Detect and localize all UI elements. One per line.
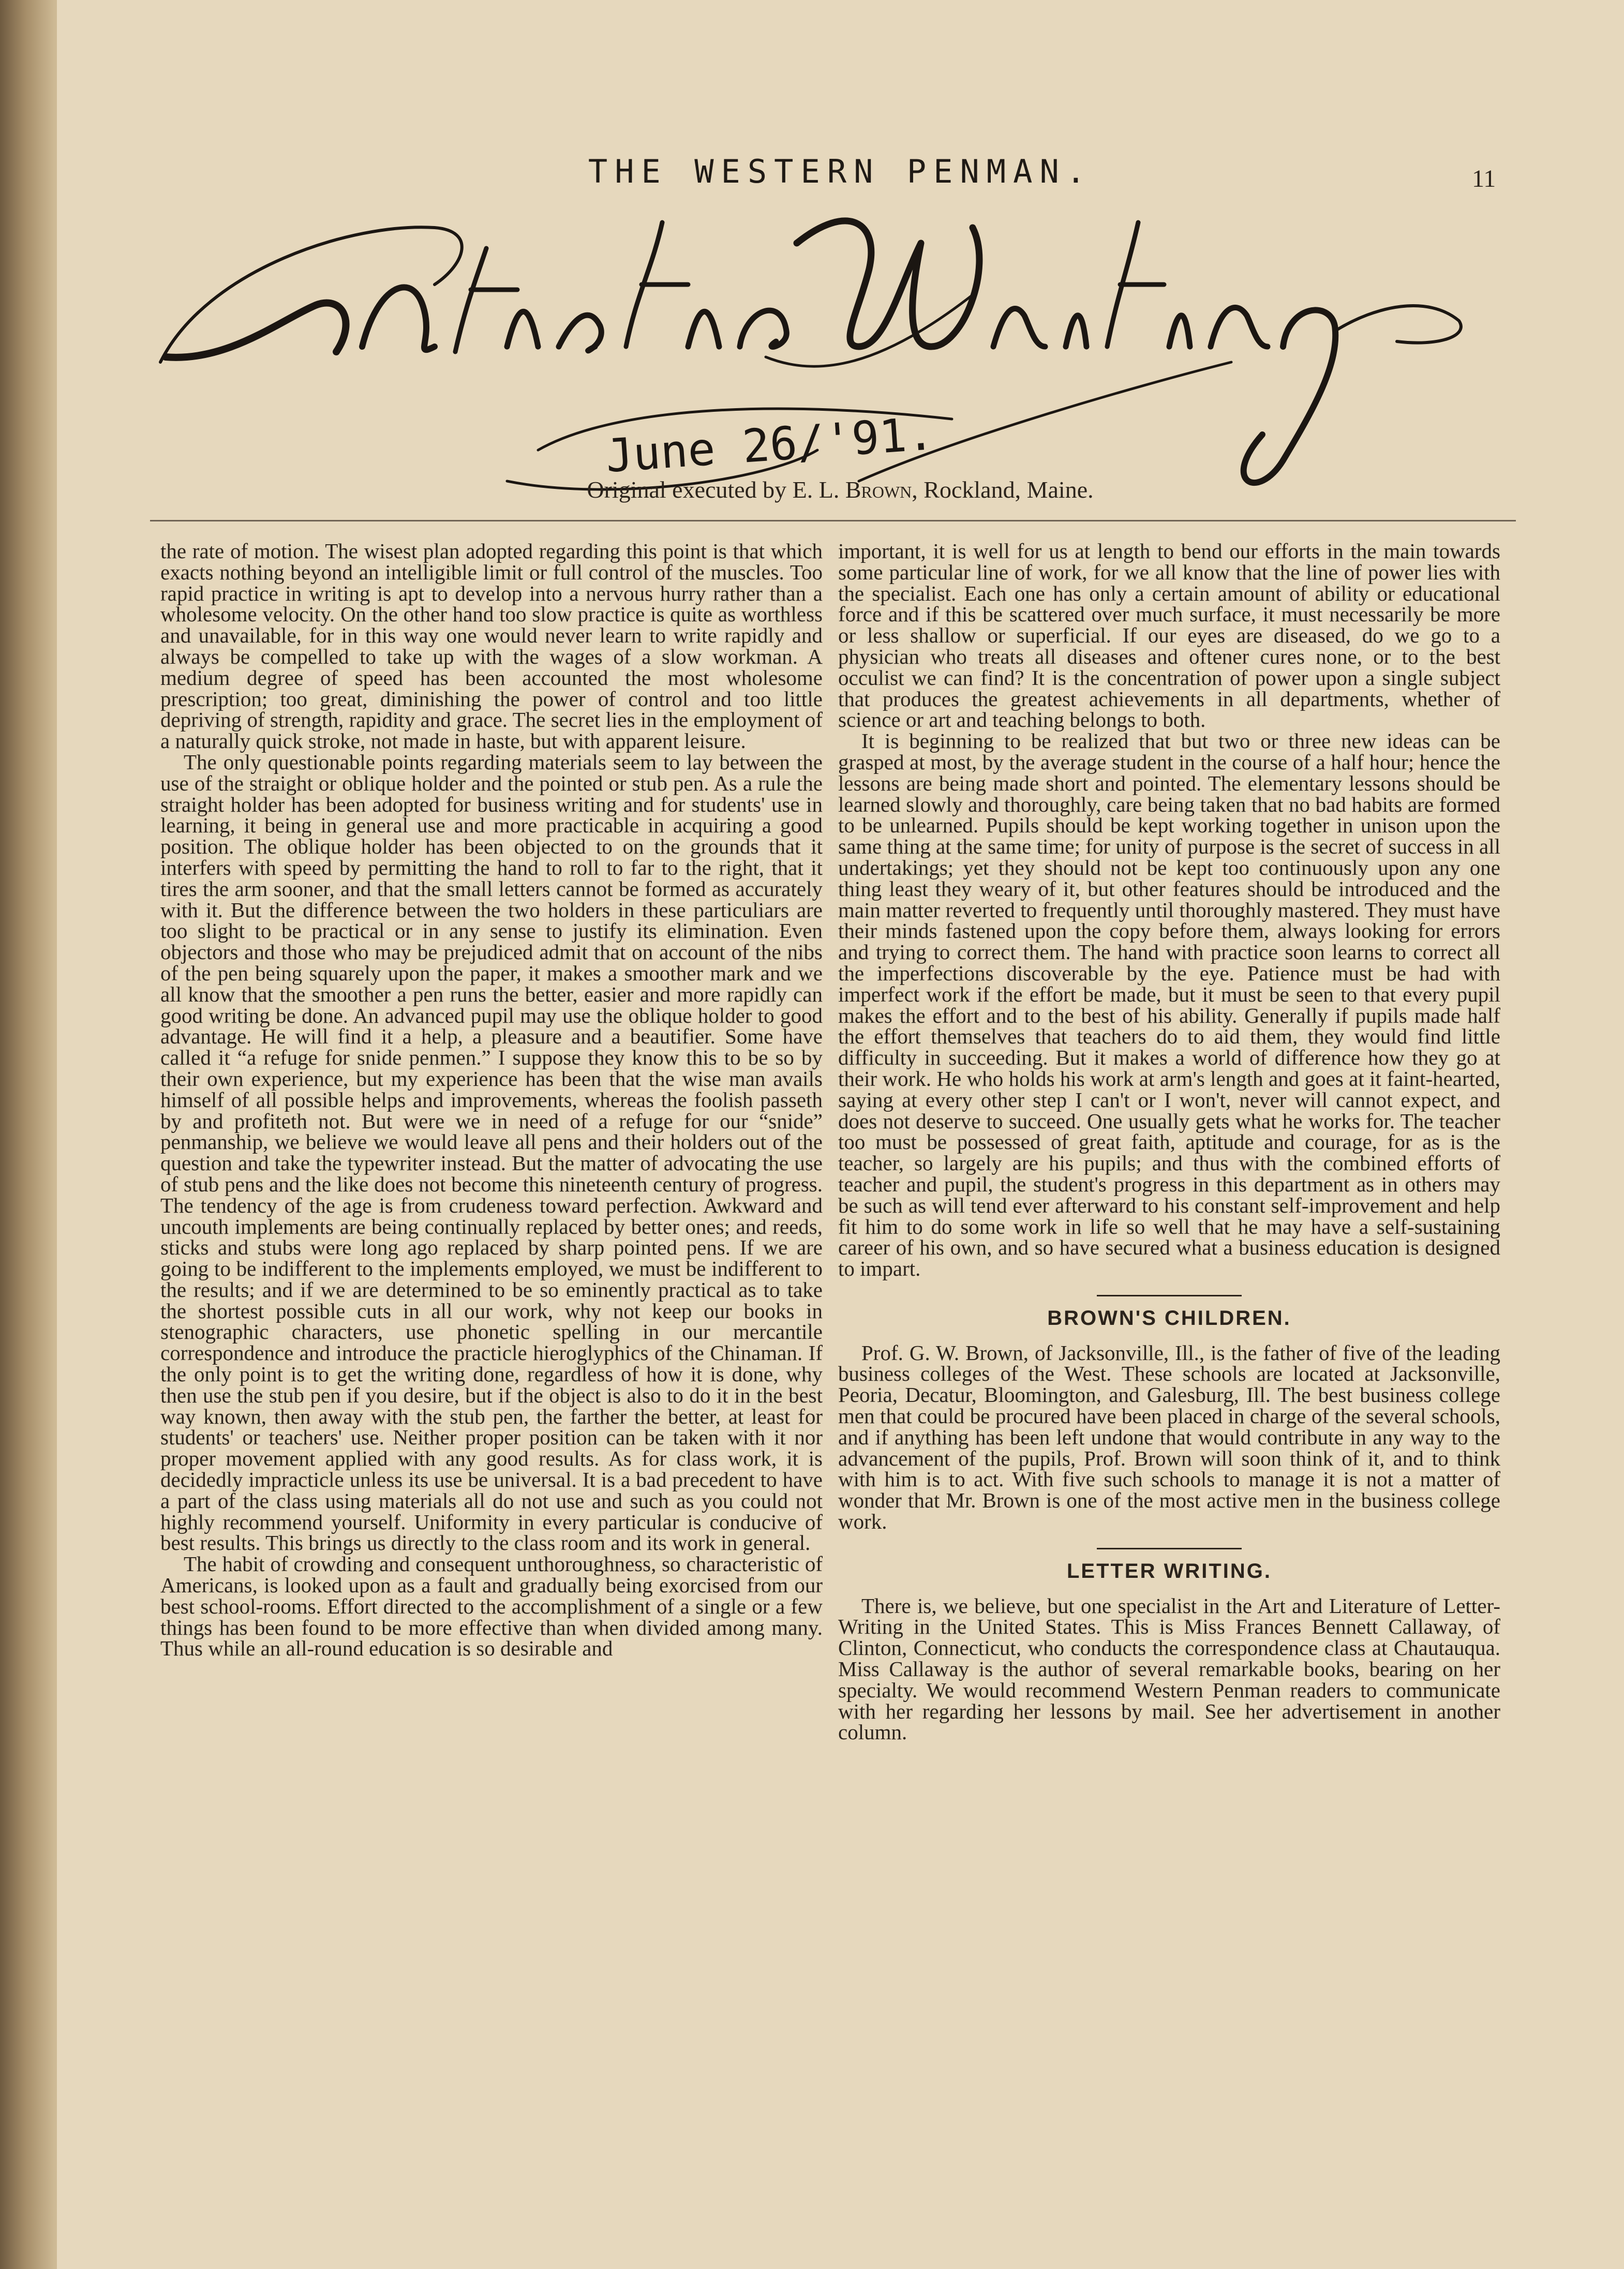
- left-paragraph-2: The only questionable points regarding materials seem to lay between the use of the straight or oblique holder and the pointed or stub pen. As a rule the straight holder has been adopted for business writing and for students' use in learning, it being in general use and more practicable in acquiring a good position. The oblique holder has been objected to on the grounds that it interfers with speed by permitting the hand to roll to far to the right, that it tires the arm sooner, and that the small letters cannot be formed as accurately with it. But the difference between the two holders in these particuliars are too slight to be practical or in any sense to justify its elimination. Even objectors and those who may be prejudiced admit that on account of the nibs of the pen being squarely upon the paper, it makes a smoother mark and we all know that the smoother a pen runs the better, easier and more rapidly can good writing be done. An advanced pupil may use the oblique holder to good advantage. He will find it a help, a pleasure and a beautifier. Some have called it “a refuge for snide penmen.” I suppose they know this to be so by their own experience, but my experience has been that the wise man avails himself of all possible helps and improvements, whereas the foolish passeth by and profiteth not. But were we in need of a refuge for our “snide” penmanship, we believe we would leave all pens and their holders out of the question and take the typewriter instead. But the matter of advocating the use of stub pens and the like does not become this nineteenth century of progress. The tendency of the age is from crudeness toward perfection. Awkward and uncouth implements are being continually replaced by better ones; and reeds, sticks and stubs were long ago replaced by sharp pointed pens. If we are going to be indifferent to the implements employed, we must be indifferent to the results; and if we are determined to be so eminently practical as to take the shortest possible cuts in all our work, why not keep our books in stenographic characters, use phonetic spelling in our mercantile correspondence and introduce the practicle hieroglyphics of the Chinaman. If the only point is to get the writing done, regardless of how it is done, why then use the stub pen if you desire, but if the object is also to do it in the best way known, then away with the stub pen, the farther the better, at least for students' or teachers' use. Neither proper position can be taken with it nor proper movement applied with any good results. As for class work, it is decidedly impracticle unless its use be universal. It is a bad precedent to have a part of the class using materials all do not use and such as you could not highly recommend yourself. Uniformity in every particular is conducive of best results. This brings us directly to the class room and its work in general.: [160, 750, 823, 1555]
- letter-writing-heading: LETTER WRITING.: [1066, 1559, 1272, 1583]
- caption-prefix: Original executed by E. L.: [587, 476, 840, 503]
- title-rule: [150, 520, 1516, 521]
- left-column: [160, 541, 823, 1659]
- left-paragraph-1: the rate of motion. The wisest plan adopted regarding this point is that which exacts nothing beyond an intelligible limit or full control of the muscles. Too rapid practice in writing is apt to develop into a nervous hurry rather than a wholesome velocity. On the other hand too slow practice is quite as worthless and unavailable, for in this way one would never learn to write rapidly and always be compelled to take up with the wages of a slow workman. A medium degree of speed has been accounted the most wholesome prescription; too great, diminishing the power of control and too little depriving of strength, rapidity and grace. The secret lies in the employment of a naturally quick stroke, not made in haste, but with apparent leisure.: [160, 539, 823, 753]
- caption-author-name: Brown: [845, 476, 912, 503]
- page-number: 11: [1472, 165, 1496, 192]
- right-paragraph-1: important, it is well for us at length to bend our efforts in the main towards some particular line of work, for we all know that the line of power lies with the specialist. Each one has only a certain amount of ability or educational force and if this be scattered over much surface, it must necessarily be more or less shallow or superficial. If our eyes are diseased, do we go to a physician who treats all diseases and oftener cures none, or to the best occulist we can find? It is the concentration of power upon a single subject that produces the greatest achievements in all departments, whether of science or art and teaching belongs to both.: [838, 539, 1500, 732]
- caption: [323, 476, 1358, 503]
- magazine-page: [57, 0, 1624, 2269]
- section-divider: [1097, 1548, 1242, 1549]
- right-column: [838, 541, 1500, 1743]
- browns-children-text: Prof. G. W. Brown, of Jacksonville, Ill., is the father of five of the leading business colleges of the West. These schools are located at Jacksonville, Peoria, Decatur, Bloomington, and Galesburg, Ill. The best business college men that could be procured have been placed in charge of the several schools, and if anything has been left undone that would contribute in any way to the advancement of the pupils, Prof. Brown will soon think of it, and to think with him is to act. With five such schools to manage it is not a matter of wonder that Mr. Brown is one of the most active men in the business college work.: [838, 1340, 1500, 1534]
- letter-writing-text: There is, we believe, but one specialist in the Art and Literature of Letter-Writing in the United States. This is Miss Frances Bennett Callaway, of Clinton, Connecticut, who conducts the correspondence class at Chautauqua. Miss Callaway is the author of several remarkable books, bearing on her specialty. We would recommend Western Penman readers to communicate with her regarding her lessons by mail. See her advertisement in another column.: [838, 1593, 1500, 1744]
- section-divider: [1097, 1295, 1242, 1296]
- left-paragraph-3: The habit of crowding and consequent unthoroughness, so characteristic of Americans, is looked upon as a fault and gradually being exorcised from our best school-rooms. Effort directed to the accomplishment of a single or a few things has been found to be more effective than when divided among many. Thus while an all-round education is so desirable and: [160, 1552, 823, 1661]
- right-paragraph-2: It is beginning to be realized that but two or three new ideas can be grasped at most, by the average student in the course of a half hour; hence the lessons are being made short and pointed. The elementary lessons should be learned slowly and thoroughly, care being taken that no bad habits are formed to be unlearned. Pupils should be kept working together in unison upon the same thing at the same time; for unity of purpose is the secret of success in all undertakings; yet they should not be kept too continuously upon any one thing least they weary of it, but other features should be introduced and the main matter reverted to frequently until thoroughly mastered. They must have their minds fastened upon the copy before them, always looking for errors and trying to correct them. The hand with practice soon learns to correct all the imperfections discoverable by the eye. Patience must be had with imperfect work if the effort be made, but it must be seen to that every pupil makes the effort and to the best of his ability. Generally if pupils made half the effort themselves that teachers do to aid them, they would find little difficulty in succeeding. But it makes a world of difference how they go at their work. He who holds his work at arm's length and goes at it faint-hearted, saying at every other step I can't or I won't, never will cannot expect, and does not deserve to succeed. One usually gets what he works for. The teacher too must be possessed of great faith, aptitude and courage, for as is the teacher, so largely are his pupils; and thus with the combined efforts of teacher and pupil, the student's progress in this department as in others may be such as will tend ever afterward to his constant self-improvement and help fit him to do some work in life so well that he may have a self-sustaining career of his own, and so have secured what a business education is designed to impart.: [838, 729, 1500, 1281]
- caption-suffix: , Rockland, Maine.: [912, 476, 1094, 503]
- artistic-writing-title-art: [145, 191, 1469, 512]
- date-flourish-text: June 26/'91.: [604, 407, 936, 483]
- running-title: THE WESTERN PENMAN.: [588, 153, 1093, 190]
- browns-children-heading: BROWN'S CHILDREN.: [1047, 1306, 1291, 1330]
